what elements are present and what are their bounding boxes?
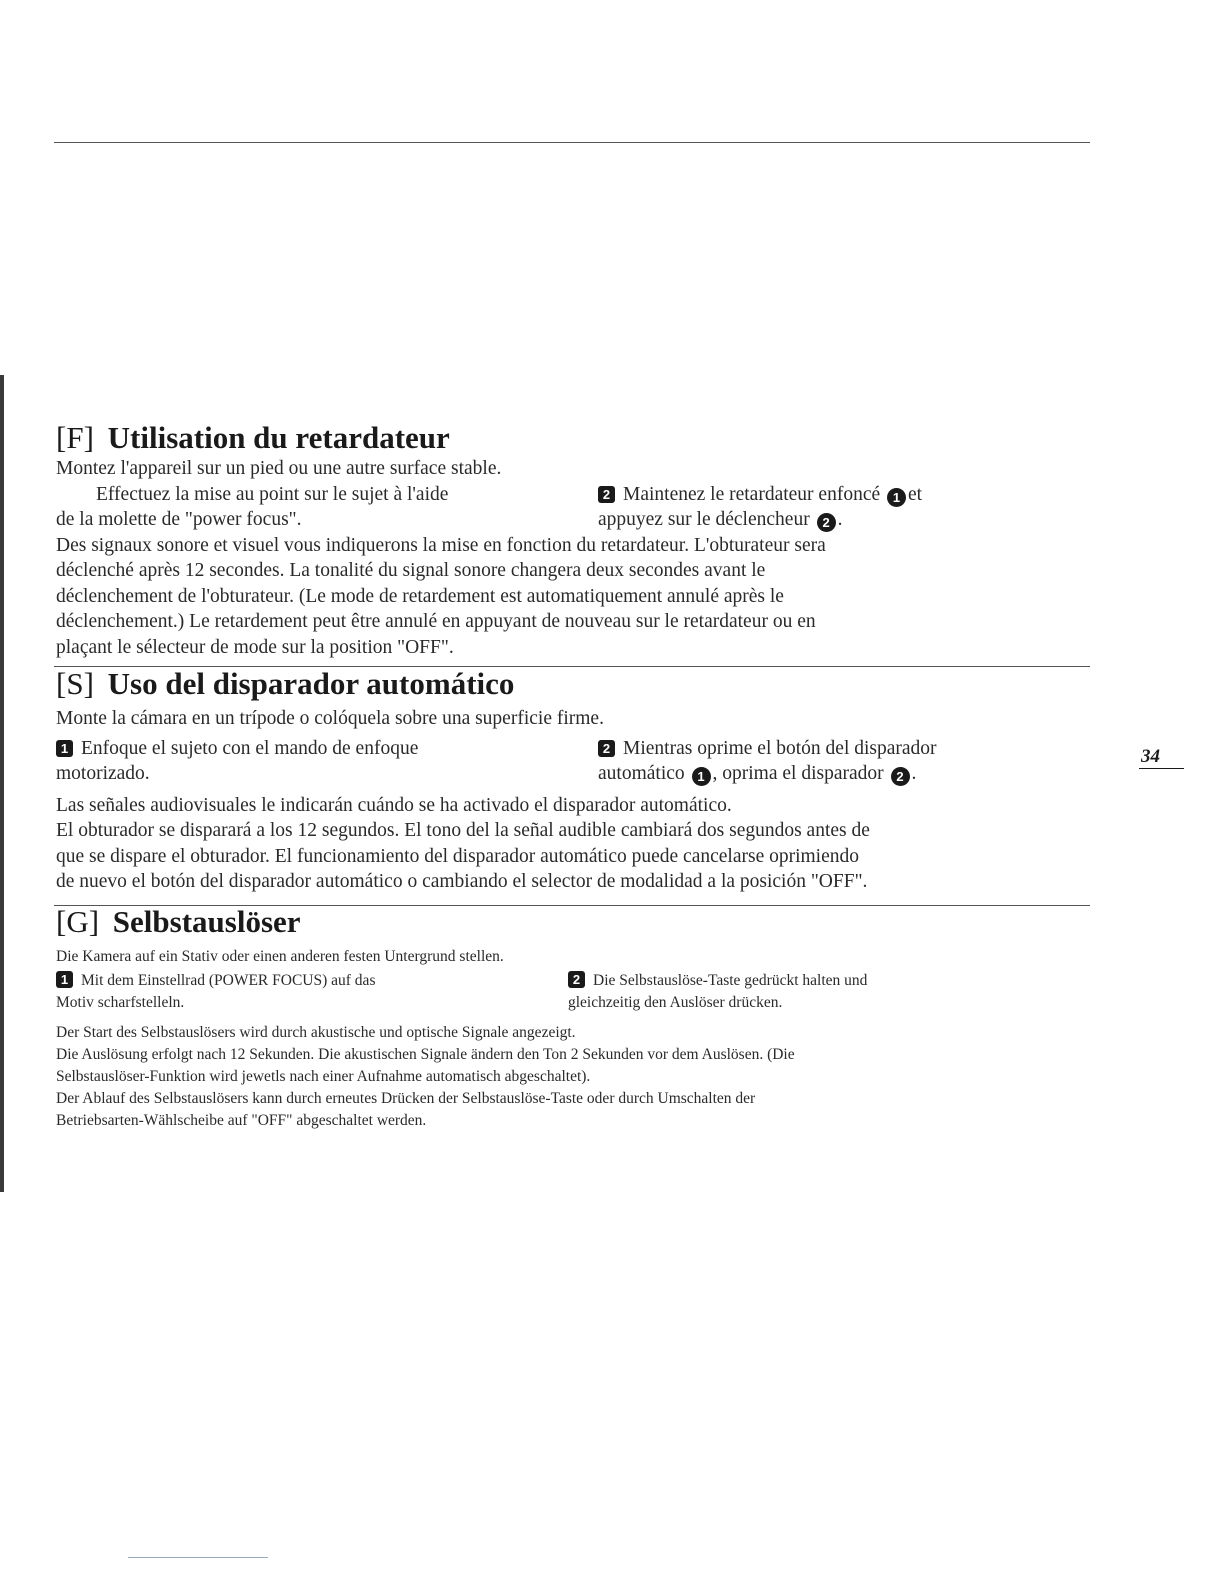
step-number-badge: 2 [568,971,585,988]
page-number: 34 [1139,746,1184,769]
step-number-badge: 1 [56,740,73,757]
step-text: et [908,483,923,505]
step-text: gleichzeitig den Auslöser drücken. [568,994,783,1011]
step-text: Die Selbstauslöse-Taste gedrückt halten und [593,972,868,989]
step-1 [56,736,576,787]
step-text: Enfoque el sujeto con el mando de enfoque [81,737,419,759]
section-heading: Utilisation du retardateur [107,420,450,455]
section-heading: Selbstauslöser [112,904,301,939]
step-text: appuyez sur le déclencheur [598,509,810,530]
step-1 [56,970,576,1014]
body-line: Des signaux sonore et visuel vous indiquerons la mise en fonction du retardateur. L'obturateur sera [56,534,826,556]
steps-row [56,970,1096,1016]
body-line: Selbstauslöser-Funktion wird jewetls nach einer Aufnahme automatisch abgeschaltet). [56,1068,591,1085]
section-heading: Uso del disparador automático [107,666,515,701]
footer-rule [128,1557,268,1558]
step-text: automático [598,763,685,784]
steps-row [56,736,1096,787]
section-es [56,666,1096,895]
body-line: Betriebsarten-Wählscheibe auf "OFF" abgeschaltet werden. [56,1112,427,1129]
body-line: déclenchement.) Le retardement peut être annulé en appuyant de nouveau sur le retardateur ou en [56,611,816,632]
body-line: Der Start des Selbstauslösers wird durch akustische und optische Signale angezeigt. [56,1024,576,1041]
circled-number-1-icon: 1 [887,488,906,507]
circled-number-1-icon: 1 [692,767,711,786]
step-text: Mit dem Einstellrad (POWER FOCUS) auf das [81,972,376,989]
section-code: [G] [56,904,100,939]
intro-text: Montez l'appareil sur un pied ou une autre surface stable. [56,458,502,479]
step-text: Maintenez le retardateur enfoncé [623,483,881,505]
step-text: de la molette de "power focus". [56,509,302,530]
step-2 [568,970,1088,1014]
step-text: , oprima el disparador [712,763,884,784]
step-number-badge: 1 [56,971,73,988]
body-line: que se dispare el obturador. El funcionamiento del disparador automático puede cancelarse oprimiendo [56,845,860,867]
body-line: Der Ablauf des Selbstauslösers kann durch erneutes Drücken der Selbstauslöse-Taste oder durch Umschalten der [56,1090,756,1107]
binding-edge [0,375,4,1192]
body-line: El obturador se disparará a los 12 segundos. El tono del la señal audible cambiará dos segundos antes de [56,820,870,841]
steps-row [56,482,1096,533]
section-de [56,904,1096,1132]
body-line: plaçant le sélecteur de mode sur la position "OFF". [56,636,454,658]
section-code: [S] [56,666,94,701]
section-title-es [56,666,1096,702]
divider-fr [54,142,1090,143]
section-fr [56,420,1096,660]
body-line: Die Auslösung erfolgt nach 12 Sekunden. Die akustischen Signale ändern den Ton 2 Sekunden vor dem Auslösen. (Die [56,1046,795,1063]
step-number-badge: 2 [598,740,615,757]
section-title-fr [56,420,1096,456]
body-line: déclenché après 12 secondes. La tonalité du signal sonore changera deux secondes avant le [56,560,766,581]
step-text: motorizado. [56,763,150,784]
step-text: Effectuez la mise au point sur le sujet à l'aide [96,483,449,505]
step-text: Mientras oprime el botón del disparador [623,737,937,759]
body-line: de nuevo el botón del disparador automático o cambiando el selector de modalidad a la posición "OFF". [56,871,868,892]
step-2: 2 Mientras oprime el botón del disparador automático 1 , oprima el disparador 2 . [598,737,937,784]
body-line: Las señales audiovisuales le indicarán cuándo se ha activado el disparador automático. [56,794,732,816]
section-code: [F] [56,420,94,455]
intro-text: Die Kamera auf ein Stativ oder einen anderen festen Untergrund stellen. [56,948,504,965]
step-2: 2 Maintenez le retardateur enfoncé 1 et appuyez sur le déclencheur 2 . [598,483,923,530]
body-line: déclenchement de l'obturateur. (Le mode de retardement est automatiquement annulé après le [56,585,784,607]
intro-text: Monte la cámara en un trípode o colóquela sobre una superficie firme. [56,708,604,729]
circled-number-2-icon: 2 [891,767,910,786]
step-text: Motiv scharfstelleln. [56,994,185,1011]
section-title-de [56,904,1096,940]
step-number-badge: 2 [598,486,615,503]
circled-number-2-icon: 2 [817,513,836,532]
step-1 [56,482,576,533]
